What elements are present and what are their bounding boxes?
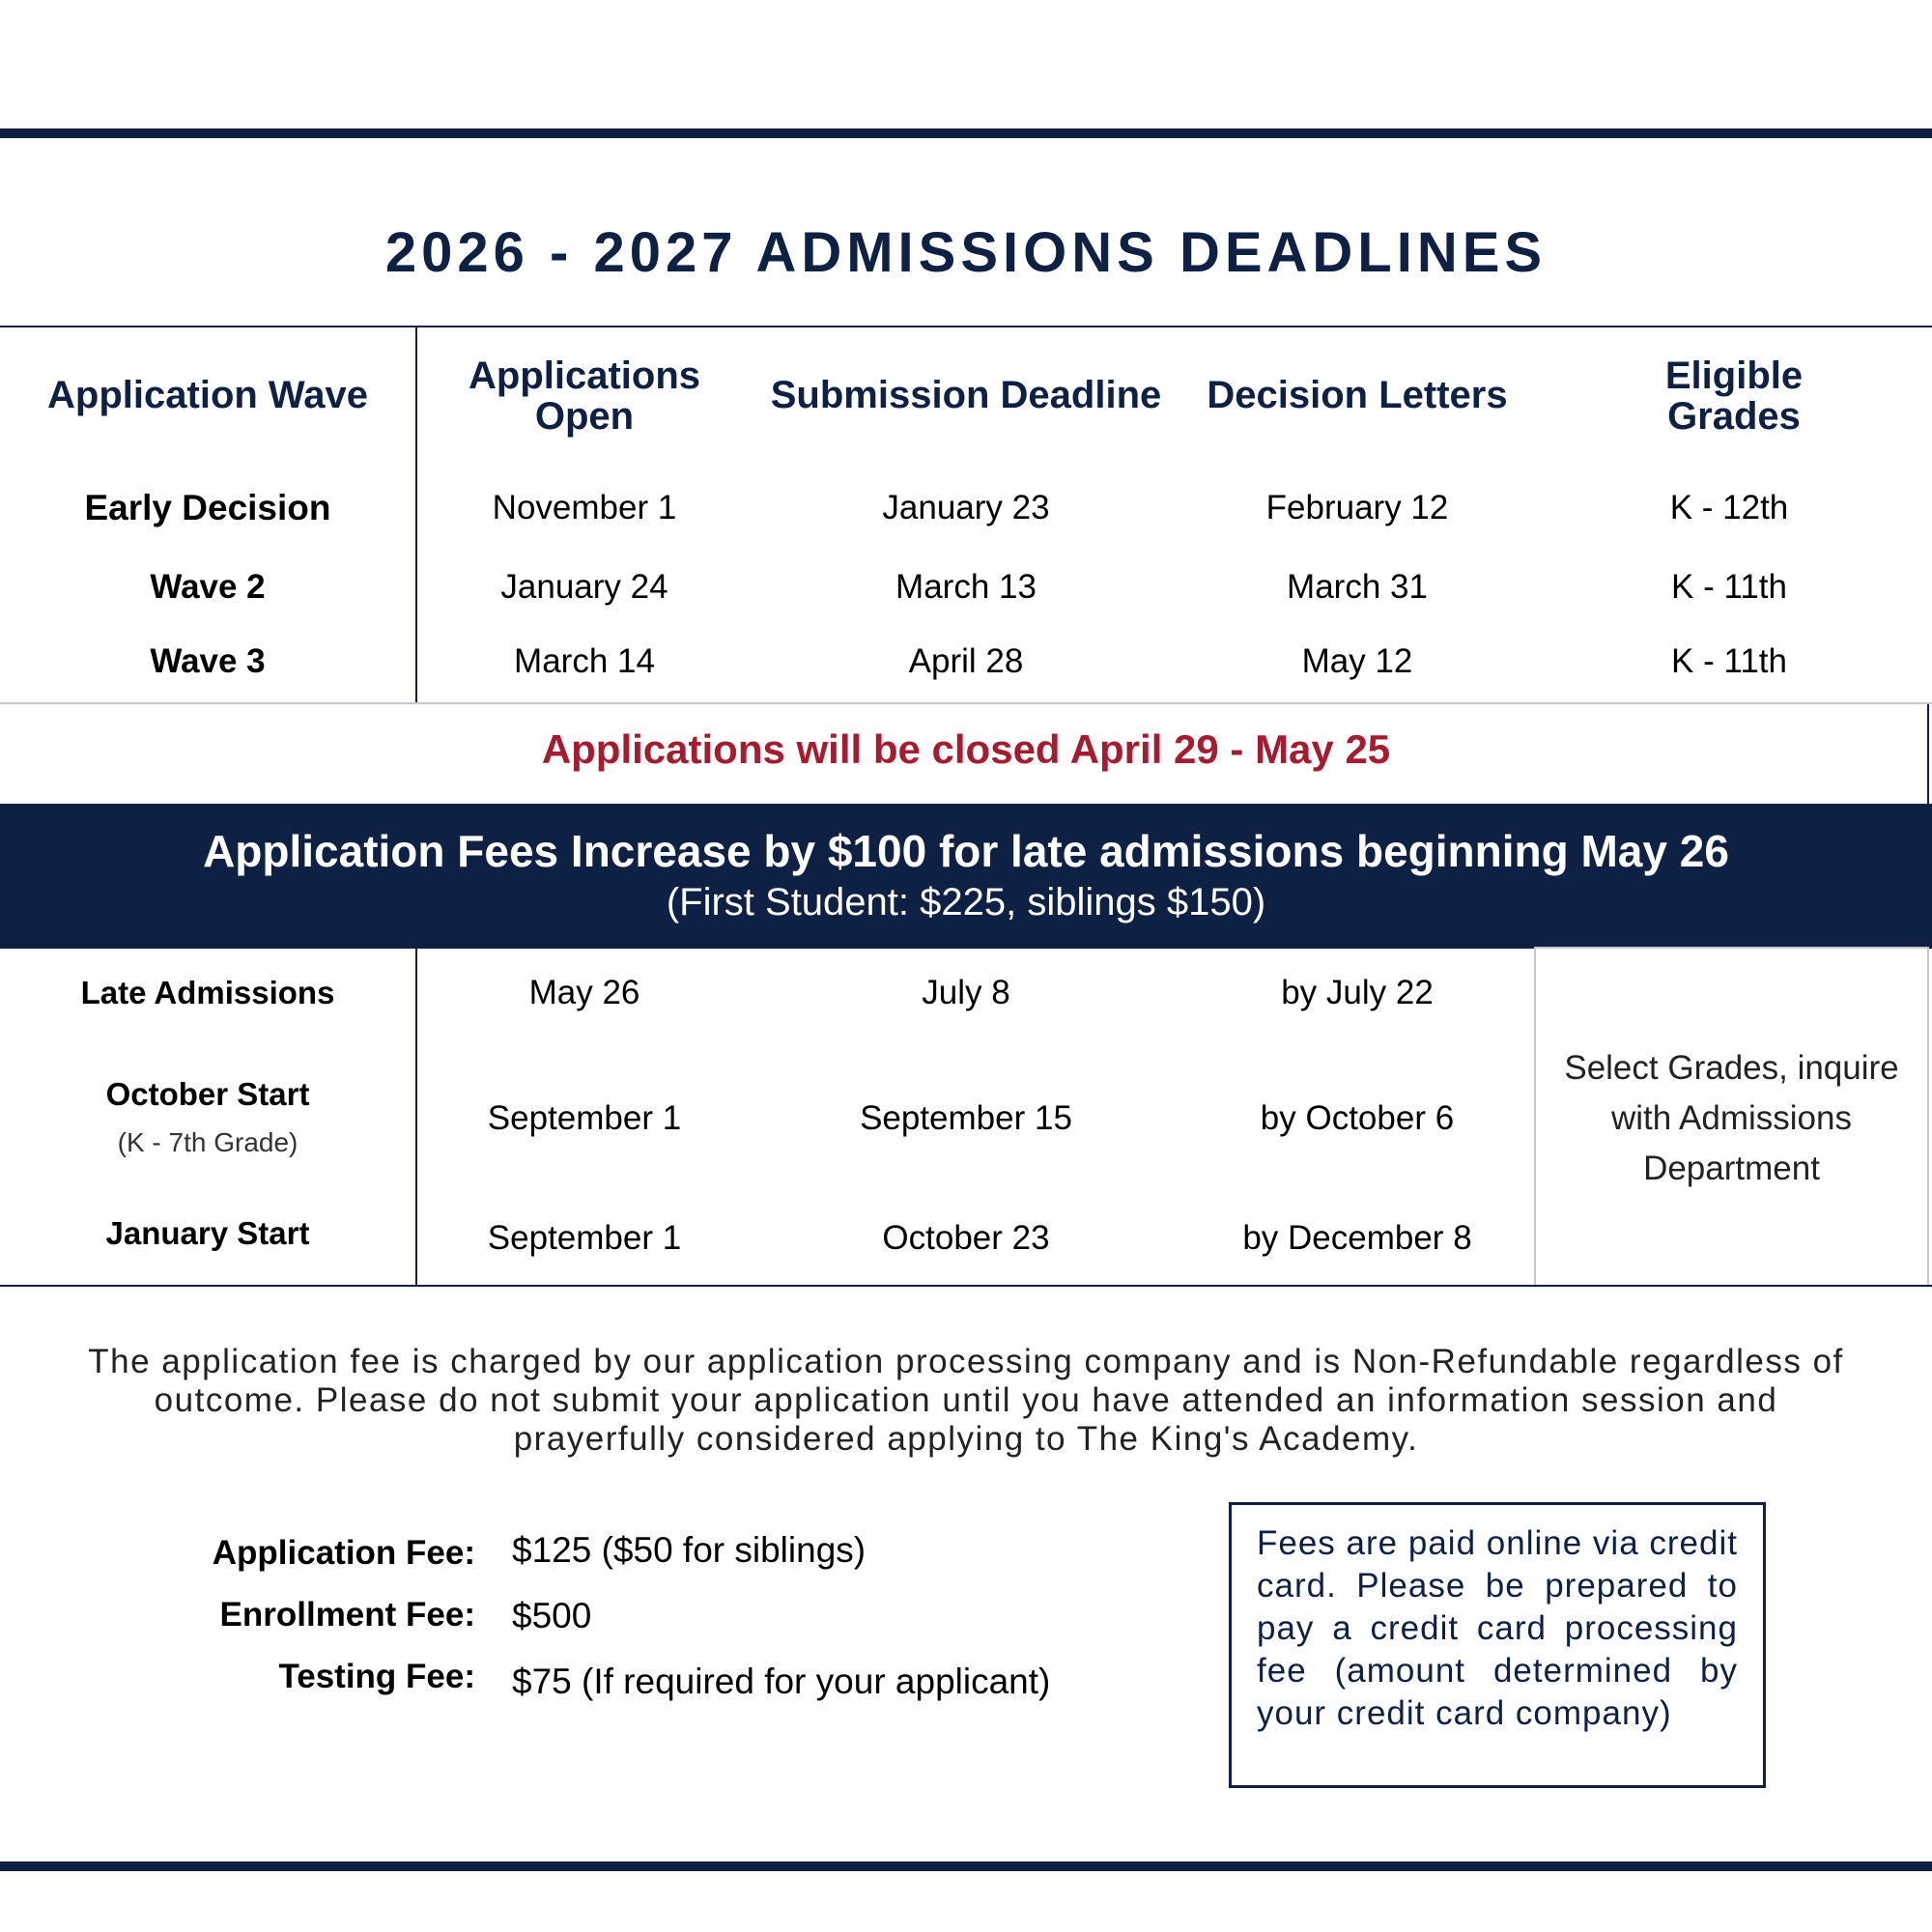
- fee-value: $125 ($50 for siblings): [512, 1530, 867, 1570]
- header-eligible-grades: Eligible Grades: [1664, 355, 1804, 438]
- fee-disclaimer: The application fee is charged by our application processing company and is Non-Refundable regardless of outcome. Please do not submit your application until you have attended an information session and prayerfully considered applying to The King's Academy.: [88, 1343, 1844, 1458]
- late-grades-note: Select Grades, inquire with Admissions Department: [1564, 1049, 1899, 1187]
- table-cell: September 1: [487, 1099, 682, 1137]
- fee-value: $500: [512, 1596, 592, 1635]
- table-cell: April 28: [908, 642, 1024, 680]
- fee-label: Application Fee:: [212, 1534, 475, 1572]
- payment-note-box: Fees are paid online via credit card. Please be prepared to pay a credit card processing fee (amount determined by your credit card company): [1229, 1502, 1766, 1788]
- fee-label: Enrollment Fee:: [219, 1596, 475, 1634]
- table-top-border: [0, 326, 1932, 327]
- table-cell: January 23: [882, 489, 1050, 526]
- section-divider: [0, 702, 1932, 704]
- table-cell: K - 11th: [1671, 568, 1787, 606]
- top-rule: [0, 128, 1932, 138]
- table-cell: September 15: [860, 1099, 1072, 1137]
- table-cell: May 12: [1301, 642, 1413, 680]
- grades-box-top: [1534, 947, 1929, 949]
- fee-increase-detail: (First Student: $225, siblings $150): [666, 881, 1266, 923]
- table-cell: October 23: [882, 1219, 1050, 1257]
- header-decision-letters: Decision Letters: [1207, 374, 1508, 416]
- row-label: Late Admissions: [80, 975, 335, 1010]
- bottom-rule: [0, 1861, 1932, 1871]
- row-label: Wave 3: [150, 642, 266, 680]
- table-cell: February 12: [1265, 489, 1449, 526]
- fee-value: $75 (If required for your applicant): [512, 1662, 1051, 1701]
- table-cell: May 26: [528, 974, 640, 1011]
- page-title: 2026 - 2027 ADMISSIONS DEADLINES: [384, 221, 1548, 284]
- grades-box-right: [1927, 949, 1929, 1287]
- fee-label: Testing Fee:: [278, 1658, 475, 1695]
- table-bottom-border: [0, 1285, 1932, 1287]
- row-label: October Start: [105, 1076, 310, 1112]
- table-cell: March 14: [514, 642, 655, 680]
- row-label: Wave 2: [150, 568, 266, 606]
- table-cell: by December 8: [1242, 1219, 1472, 1257]
- table-cell: March 31: [1287, 568, 1428, 606]
- table-cell: July 8: [922, 974, 1010, 1011]
- header-submission-deadline: Submission Deadline: [770, 374, 1162, 416]
- header-application-wave: Application Wave: [47, 374, 368, 416]
- table-cell: November 1: [492, 489, 677, 526]
- row-label: Early Decision: [84, 488, 331, 527]
- row-label: January Start: [105, 1215, 310, 1251]
- table-cell: by July 22: [1281, 974, 1434, 1011]
- table-cell: September 1: [487, 1219, 682, 1257]
- table-cell: K - 12th: [1669, 489, 1789, 526]
- fee-increase-banner: [0, 804, 1932, 949]
- table-cell: by October 6: [1260, 1099, 1455, 1137]
- table-cell: March 13: [895, 568, 1037, 606]
- table-cell: January 24: [500, 568, 668, 606]
- header-applications-open: Applications Open: [468, 355, 701, 438]
- row-label-note: (K - 7th Grade): [117, 1127, 298, 1157]
- closed-notice: Applications will be closed April 29 - May 25: [541, 726, 1391, 772]
- fee-increase-headline: Application Fees Increase by $100 for late admissions beginning May 26: [203, 826, 1729, 876]
- table-cell: K - 11th: [1671, 642, 1787, 680]
